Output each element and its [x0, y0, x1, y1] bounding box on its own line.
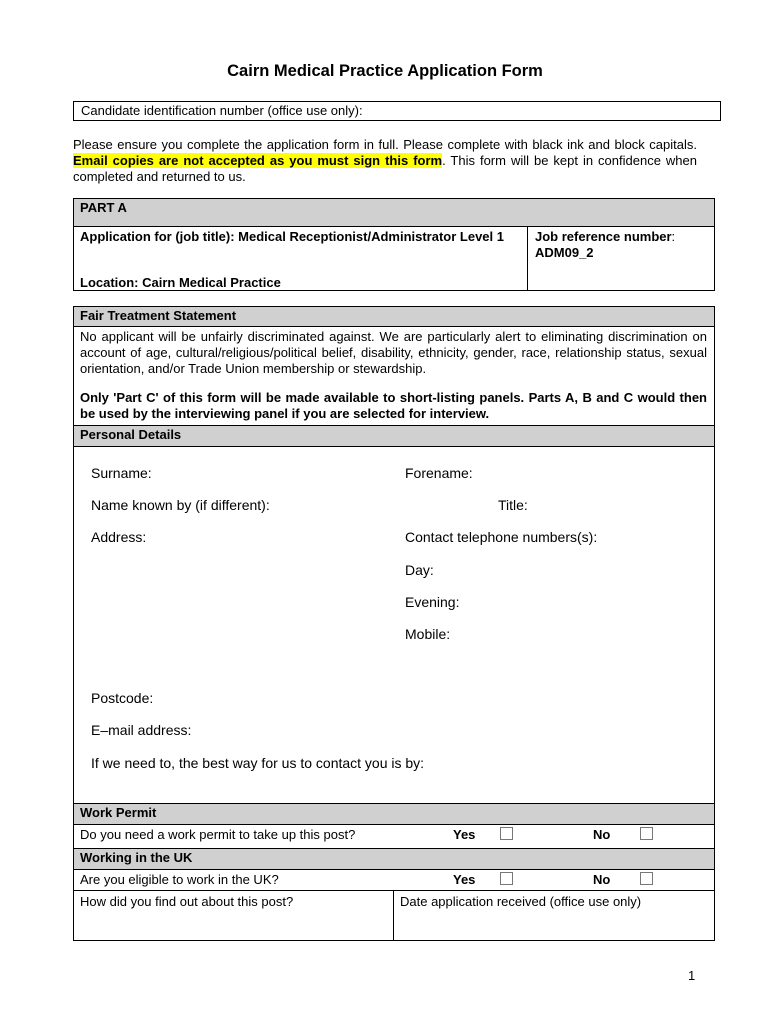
job-ref-value: ADM09_2	[535, 245, 594, 260]
date-received-field[interactable]: Date application received (office use only)	[400, 894, 642, 909]
how-find-field[interactable]: How did you find out about this post?	[80, 894, 294, 909]
work-permit-no-label: No	[593, 827, 611, 842]
working-uk-yes-label: Yes	[453, 872, 476, 887]
intro-text-after: . This form will be kept in confidence when completed and returned to us.	[73, 153, 697, 184]
forename-field[interactable]: Forename:	[405, 465, 473, 481]
application-for-field[interactable]: Application for (job title): Medical Receptionist/Administrator Level 1	[80, 229, 504, 244]
address-field[interactable]: Address:	[91, 529, 147, 545]
candidate-id-field[interactable]: Candidate identification number (office use only):	[73, 101, 721, 121]
shortlisting-note: Only 'Part C' of this form will be made available to short-listing panels. Parts A, B and C would then be used by the interviewing panel if you are selected for interview.	[80, 390, 707, 421]
working-uk-header: Working in the UK	[74, 848, 714, 870]
working-uk-yes-checkbox[interactable]	[500, 872, 513, 885]
fair-treatment-header: Fair Treatment Statement	[74, 307, 714, 327]
job-ref-field[interactable]	[535, 229, 710, 261]
intro-text-before: Please ensure you complete the application form in full. Please complete with black ink and block capitals.	[73, 137, 697, 152]
surname-field[interactable]: Surname:	[91, 465, 152, 481]
email-warning-highlight: Email copies are not accepted as you must sign this form	[73, 153, 443, 168]
best-contact-field[interactable]: If we need to, the best way for us to contact you is by:	[91, 755, 425, 771]
work-permit-header: Work Permit	[74, 803, 714, 825]
working-uk-no-label: No	[593, 872, 611, 887]
title-field[interactable]: Title:	[498, 497, 528, 513]
day-phone-field[interactable]: Day:	[405, 562, 434, 578]
working-uk-no-checkbox[interactable]	[640, 872, 653, 885]
postcode-field[interactable]: Postcode:	[91, 690, 154, 706]
part-a-header: PART A	[74, 199, 714, 227]
work-permit-yes-checkbox[interactable]	[500, 827, 513, 840]
form-title: Cairn Medical Practice Application Form	[227, 62, 543, 80]
part-a-divider	[527, 227, 528, 290]
known-by-field[interactable]: Name known by (if different):	[91, 497, 270, 513]
working-uk-question: Are you eligible to work in the UK?	[80, 872, 279, 887]
job-ref-colon: :	[671, 229, 676, 244]
work-permit-question: Do you need a work permit to take up this post?	[80, 827, 356, 842]
work-permit-yes-label: Yes	[453, 827, 476, 842]
personal-details-header: Personal Details	[74, 425, 714, 447]
page-number: 1	[688, 968, 696, 983]
bottom-row-divider	[74, 890, 714, 891]
bottom-column-divider	[393, 890, 394, 940]
evening-phone-field[interactable]: Evening:	[405, 594, 460, 610]
fair-treatment-body: No applicant will be unfairly discriminated against. We are particularly alert to eliminating discrimination on account of age, cultural/religious/political belief, disability, ethnicity, gender, race, relationship status, sexual orientation, and/or Trade Union membership or stewardship.	[80, 329, 707, 376]
job-ref-label: Job reference number	[535, 229, 672, 244]
mobile-phone-field[interactable]: Mobile:	[405, 626, 451, 642]
location-field[interactable]: Location: Cairn Medical Practice	[80, 275, 281, 290]
intro-paragraph	[73, 137, 697, 185]
contact-tel-label: Contact telephone numbers(s):	[405, 529, 598, 545]
work-permit-no-checkbox[interactable]	[640, 827, 653, 840]
email-field[interactable]: E–mail address:	[91, 722, 192, 738]
